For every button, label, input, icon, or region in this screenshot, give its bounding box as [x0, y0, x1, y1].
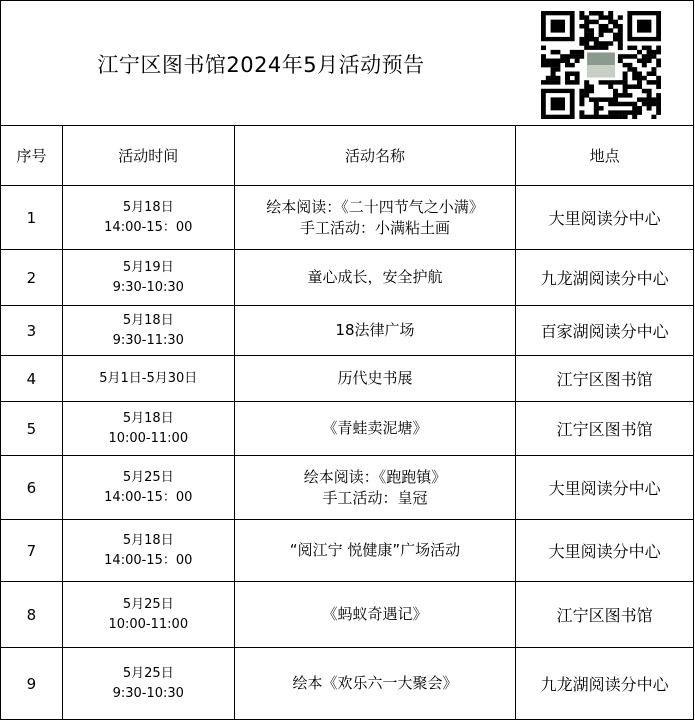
cell-activity-name [234, 582, 516, 648]
cell-location: 百家湖阅读分中心 [516, 306, 694, 356]
time-line: 9:30-11:30 [112, 332, 184, 348]
cell-location: 江宁区图书馆 [516, 582, 694, 648]
time-line: 5月25日 [122, 469, 174, 485]
cell-no: 3 [1, 306, 63, 356]
table-row [1, 402, 694, 456]
cell-activity-name [234, 356, 516, 402]
time-line: 9:30-10:30 [112, 685, 184, 701]
cell-activity-name [234, 648, 516, 720]
table-row [1, 520, 694, 582]
time-line: 5月1日-5月30日 [99, 370, 198, 386]
page-title: 江宁区图书馆2024年5月活动预告 [97, 52, 425, 77]
cell-location: 大里阅读分中心 [516, 520, 694, 582]
activity-name-line: 绘本阅读：《二十四节气之小满》 [266, 197, 484, 216]
table-row [1, 250, 694, 306]
header-no: 序号 [1, 126, 63, 186]
header-name: 活动名称 [234, 126, 516, 186]
time-line: 14:00-15：00 [104, 552, 193, 568]
cell-time [62, 186, 234, 250]
cell-no: 8 [1, 582, 63, 648]
time-line: 9:30-10:30 [112, 279, 184, 295]
cell-activity-name [234, 186, 516, 250]
table-row [1, 186, 694, 250]
cell-no: 4 [1, 356, 63, 402]
activity-name-line: 历代史书展 [337, 369, 413, 387]
cell-activity-name [234, 456, 516, 520]
cell-no: 2 [1, 250, 63, 306]
time-line: 10:00-11:00 [108, 616, 189, 632]
cell-no: 7 [1, 520, 63, 582]
cell-time [62, 520, 234, 582]
time-line: 10:00-11:00 [108, 430, 189, 446]
time-line: 5月18日 [122, 199, 174, 215]
cell-time [62, 456, 234, 520]
time-line: 5月25日 [122, 596, 174, 612]
activity-name-line: 《蚂蚁奇遇记》 [322, 605, 428, 623]
activity-name-line: 18法律广场 [335, 321, 415, 339]
cell-time [62, 356, 234, 402]
cell-no: 5 [1, 402, 63, 456]
header-location: 地点 [516, 126, 694, 186]
cell-no: 6 [1, 456, 63, 520]
table-row [1, 456, 694, 520]
time-line: 5月19日 [122, 259, 174, 275]
cell-activity-name [234, 306, 516, 356]
cell-activity-name [234, 250, 516, 306]
time-line: 5月18日 [122, 532, 174, 548]
cell-no: 9 [1, 648, 63, 720]
cell-time [62, 582, 234, 648]
cell-location: 江宁区图书馆 [516, 402, 694, 456]
activity-name-line: 手工活动：小满粘土画 [299, 218, 450, 237]
activity-name-line: 绘本《欢乐六一大聚会》 [292, 674, 458, 692]
activity-name-line: 童心成长，安全护航 [307, 268, 443, 286]
activity-name-line: “阅江宁 悦健康”广场活动 [289, 541, 461, 559]
header-time: 活动时间 [62, 126, 234, 186]
cell-activity-name [234, 402, 516, 456]
table-row [1, 648, 694, 720]
cell-no: 1 [1, 186, 63, 250]
table-row [1, 306, 694, 356]
time-line: 5月18日 [122, 312, 174, 328]
cell-time [62, 402, 234, 456]
cell-location: 江宁区图书馆 [516, 356, 694, 402]
activity-name-line: 《青蛙卖泥塘》 [322, 419, 428, 437]
cell-location: 大里阅读分中心 [516, 456, 694, 520]
cell-time [62, 250, 234, 306]
time-line: 14:00-15：00 [104, 489, 193, 505]
time-line: 5月18日 [122, 410, 174, 426]
time-line: 14:00-15：00 [104, 219, 193, 235]
title-row [0, 0, 694, 125]
cell-location: 九龙湖阅读分中心 [516, 250, 694, 306]
cell-activity-name [234, 520, 516, 582]
table-row [1, 582, 694, 648]
qr-code-icon [541, 11, 661, 119]
table-body [1, 186, 694, 720]
table-header-row [1, 126, 694, 186]
time-line: 5月25日 [122, 665, 174, 681]
cell-location: 九龙湖阅读分中心 [516, 648, 694, 720]
cell-time [62, 648, 234, 720]
activity-name-line: 手工活动：皇冠 [322, 488, 428, 507]
schedule-table [0, 125, 694, 720]
table-row [1, 356, 694, 402]
activity-name-line: 绘本阅读：《跑跑镇》 [303, 467, 447, 486]
cell-time [62, 306, 234, 356]
cell-location: 大里阅读分中心 [516, 186, 694, 250]
